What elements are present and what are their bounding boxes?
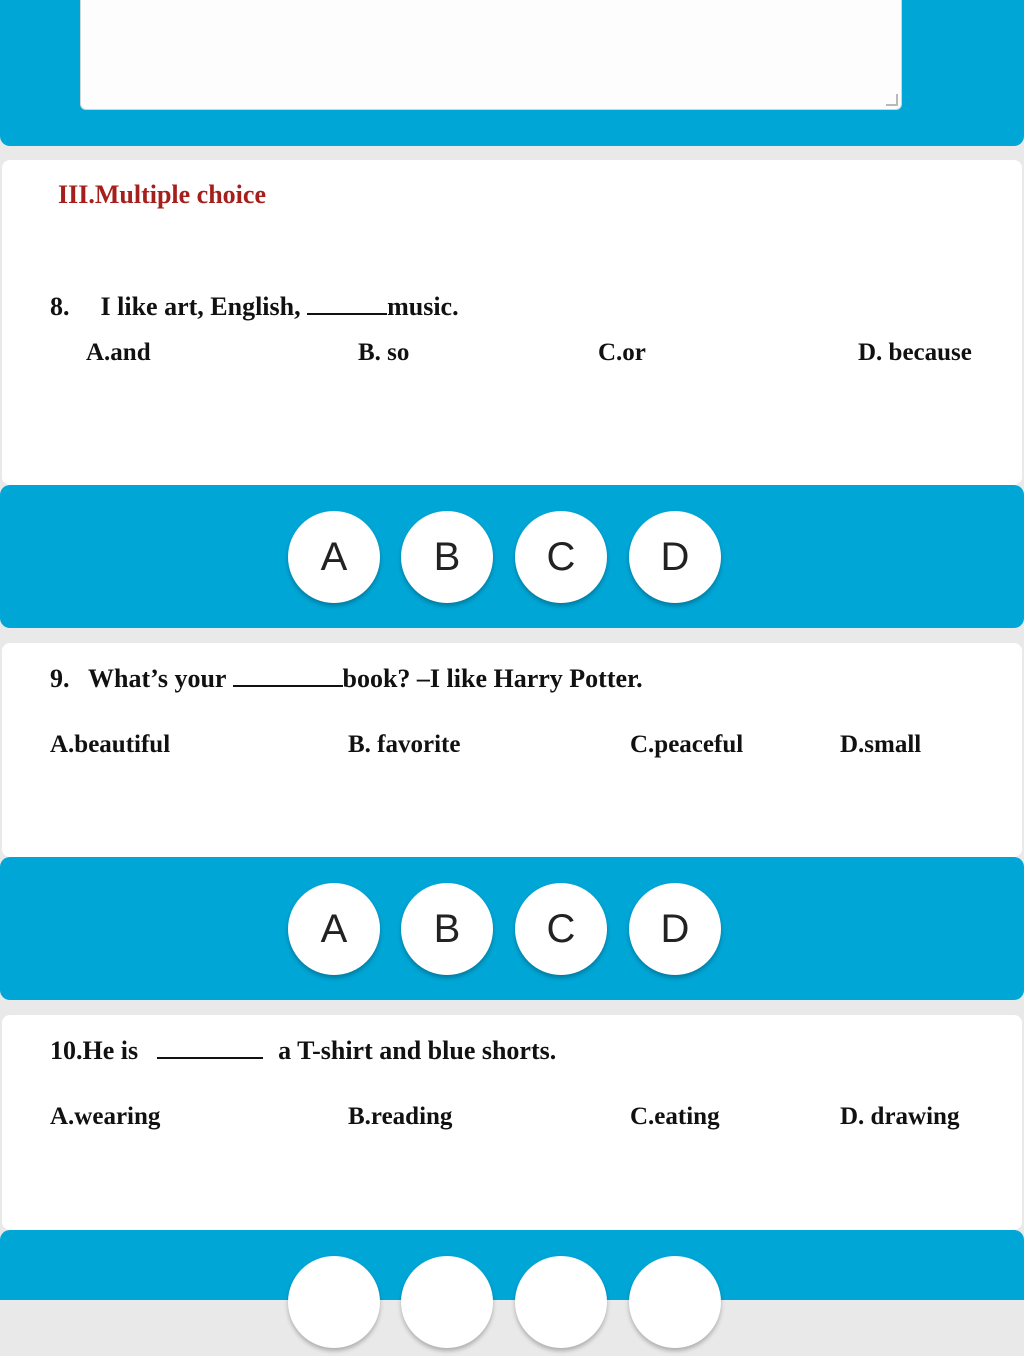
answer-button-c[interactable] [515,1256,607,1348]
answer-blank [157,1056,263,1059]
answer-button-b[interactable] [401,1256,493,1348]
answer-buttons [0,1256,1024,1356]
option-a: A.wearing [50,1103,161,1130]
section-title: III.Multiple choice [58,180,266,209]
option-d: D. because [858,339,972,366]
question-text-after: book? –I like Harry Potter. [342,664,643,693]
question-number: 8. [50,292,70,321]
answer-band-10 [0,1230,1024,1300]
question-text-after: music. [387,292,459,321]
answer-button-d[interactable]: D [629,883,721,975]
question-text-before: I like art, English, [100,292,301,321]
answer-button-a[interactable]: A [288,883,380,975]
option-d: D.small [840,731,922,758]
answer-blank [307,312,387,315]
answer-button-b[interactable]: B [401,511,493,603]
answer-button-b[interactable]: B [401,883,493,975]
option-b: B.reading [348,1103,453,1130]
answer-buttons [0,511,1024,611]
answer-band-8 [0,485,1024,628]
question-number: 10. [50,1036,83,1065]
question-text-before: What’s your [88,664,226,693]
option-c: C.eating [630,1103,720,1130]
answer-band-9 [0,857,1024,1000]
option-c: C.or [598,339,646,366]
question-text-before: He is [82,1036,139,1065]
option-a: A.and [86,339,151,366]
option-a: A.beautiful [50,731,171,758]
question-number: 9. [50,664,70,693]
resize-grip-icon[interactable] [886,94,898,106]
option-b: B. favorite [348,731,461,758]
question-text-after: a T-shirt and blue shorts. [278,1036,557,1065]
answer-button-a[interactable]: A [288,511,380,603]
question-9 [50,664,643,694]
answer-buttons [0,883,1024,983]
top-band [0,0,1024,146]
answer-button-c[interactable]: C [515,883,607,975]
question-8 [50,292,459,322]
answer-button-a[interactable] [288,1256,380,1348]
answer-textarea[interactable] [80,0,902,110]
answer-blank [233,684,343,687]
answer-button-d[interactable]: D [629,511,721,603]
answer-button-c[interactable]: C [515,511,607,603]
option-d: D. drawing [840,1103,960,1130]
option-c: C.peaceful [630,731,744,758]
answer-button-d[interactable] [629,1256,721,1348]
option-b: B. so [358,339,410,366]
question-10 [50,1036,556,1066]
